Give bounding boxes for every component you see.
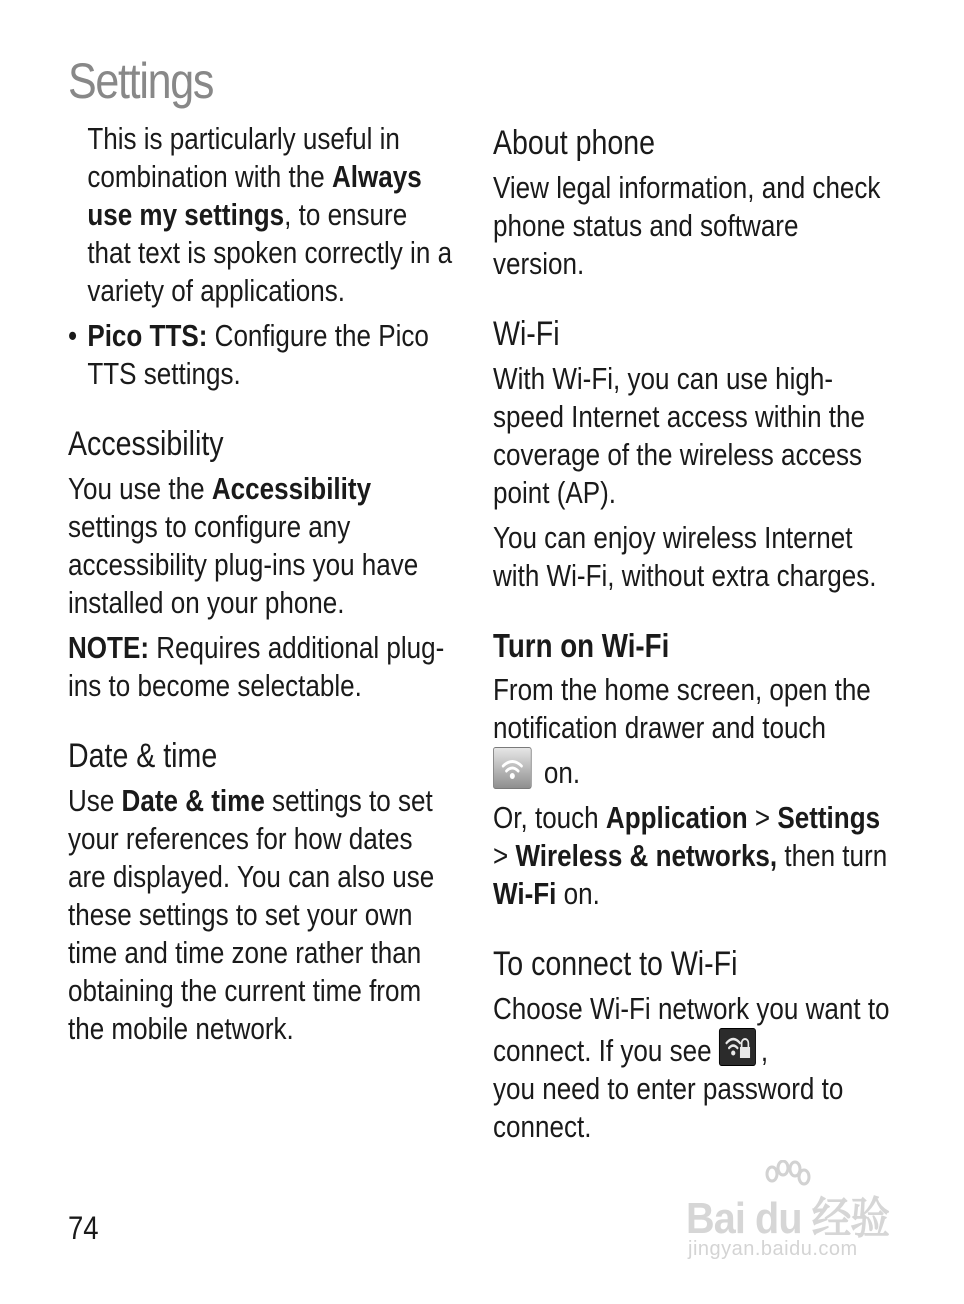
accessibility-heading: Accessibility — [68, 425, 224, 463]
turn-on-wifi-paragraph-1: From the home screen, open the notification drawer and touch on. — [493, 672, 871, 790]
accessibility-paragraph: You use the Accessibility settings to configure any accessibility plug-ins you have installed on your phone. — [68, 471, 419, 620]
wifi-paragraph-1: With Wi-Fi, you can use high-speed Internet access within the coverage of the wireless access point (AP). — [493, 361, 866, 510]
wifi-lock-icon — [719, 1028, 756, 1066]
accessibility-note: NOTE: Requires additional plug-ins to become selectable. — [68, 630, 445, 703]
turn-on-wifi-heading: Turn on Wi-Fi — [493, 627, 670, 664]
bullet-marker: • — [68, 318, 78, 353]
watermark-url: jingyan.baidu.com — [688, 1238, 858, 1260]
date-time-heading: Date & time — [68, 737, 218, 775]
connect-wifi-heading: To connect to Wi-Fi — [493, 945, 738, 983]
connect-wifi-paragraph: Choose Wi-Fi network you want to connect. If you see , you need to enter password to connect. — [493, 991, 890, 1144]
intro-paragraph: This is particularly useful in combination with the Always use my settings, to ensure that text is spoken correctly in a variety of applications. — [87, 121, 453, 308]
pico-tts-bullet: • Pico TTS: Configure the Pico TTS settings. — [68, 318, 429, 391]
always-use-settings-term: Always use my settings — [87, 159, 422, 232]
right-column — [493, 120, 893, 1146]
page-number: 74 — [68, 1210, 99, 1246]
date-time-paragraph: Use Date & time settings to set your references for how dates are displayed. You can also use these settings to set your own time and time zone rather than obtaining the current time from the mobile network. — [68, 783, 435, 1046]
left-column — [68, 120, 453, 1048]
wifi-heading: Wi-Fi — [493, 315, 560, 353]
about-phone-heading: About phone — [493, 124, 655, 162]
watermark-brand: Bai du 经验 — [686, 1194, 890, 1243]
wifi-paragraph-2: You can enjoy wireless Internet with Wi-Fi, without extra charges. — [493, 520, 877, 593]
turn-on-wifi-paragraph-2: Or, touch Application > Settings > Wireless & networks, then turn Wi-Fi on. — [493, 800, 888, 911]
about-phone-paragraph: View legal information, and check phone status and software version. — [493, 170, 881, 281]
wifi-toggle-icon — [493, 747, 532, 789]
pico-tts-term: Pico TTS: — [87, 318, 208, 353]
watermark — [680, 1160, 910, 1270]
page-title: Settings — [68, 53, 214, 109]
